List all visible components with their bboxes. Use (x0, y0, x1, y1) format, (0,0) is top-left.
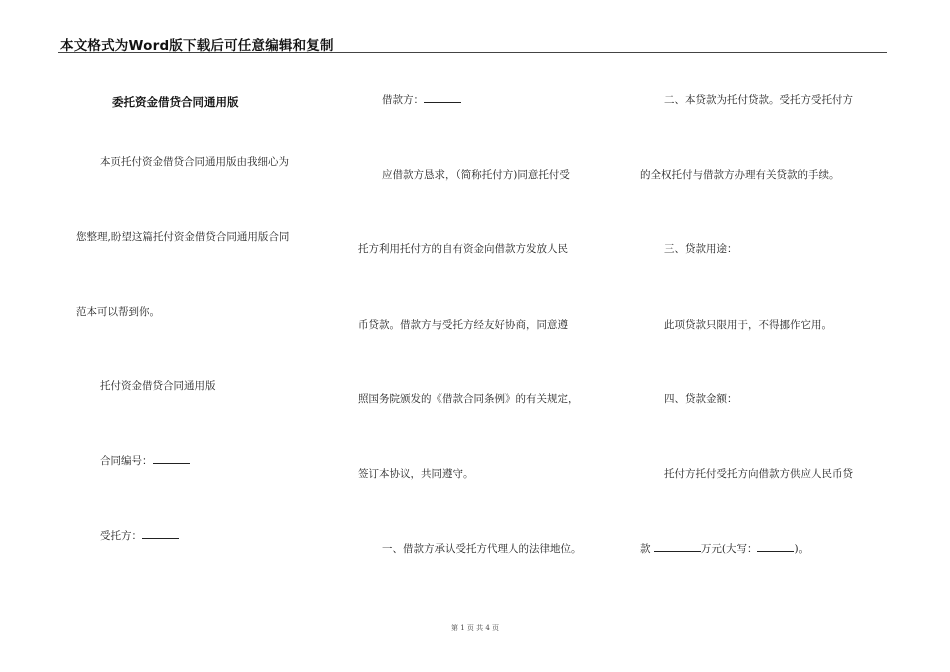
column-right (640, 0, 890, 672)
document-title: 委托资金借贷合同通用版 (112, 95, 239, 109)
contract-subtitle: 托付资金借贷合同通用版 (100, 380, 216, 392)
clause-3-text: 此项贷款只限用于，不得挪作它用。 (664, 319, 832, 331)
clause-1: 一、借款方承认受托方代理人的法律地位。 (382, 543, 582, 555)
clause-4-line-1: 托付方托付受托方向借款方供应人民币贷 (664, 468, 853, 480)
paragraph-line-2: 托方利用托付方的自有资金向借款方发放人民 (358, 243, 568, 255)
clause-3-title: 三、贷款用途： (664, 243, 738, 255)
column-middle (358, 0, 610, 672)
amount-blank (654, 542, 701, 552)
paragraph-line-3: 币贷款。借款方与受托方经友好协商，同意遵 (358, 319, 568, 331)
intro-line-3: 范本可以帮到你。 (76, 306, 160, 318)
clause-2-line-2: 的全权托付与借款方办理有关贷款的手续。 (640, 169, 840, 181)
intro-line-2: 您整理,盼望这篇托付资金借贷合同通用版合同 (76, 231, 290, 243)
paragraph-line-1: 应借款方恳求，（简称托付方)同意托付受 (382, 169, 570, 181)
trustee-blank (142, 529, 179, 539)
intro-line-1: 本页托付资金借贷合同通用版由我细心为 (100, 156, 289, 168)
amount-suffix: )。 (794, 543, 810, 555)
trustee-label: 受托方： (100, 530, 142, 542)
trustee-field (100, 529, 179, 543)
contract-number-blank (153, 454, 190, 464)
borrower-label: 借款方： (382, 94, 424, 106)
borrower-field (382, 93, 461, 107)
document-header-title: 本文格式为Word版下载后可任意编辑和复制 (60, 38, 334, 54)
column-left (76, 0, 326, 672)
paragraph-line-4: 照国务院颁发的《借款合同条例》的有关规定， (358, 393, 579, 405)
borrower-blank (424, 93, 461, 103)
clause-4-title: 四、贷款金额： (664, 393, 738, 405)
page-footer: 第 1 页 共 4 页 (450, 624, 500, 632)
contract-number-field (100, 454, 190, 468)
amount-capital-blank (757, 542, 794, 552)
amount-capital-label: 万元(大写： (700, 543, 758, 555)
amount-prefix: 款 (640, 543, 651, 555)
clause-4-amount-line (640, 542, 809, 556)
paragraph-line-5: 签订本协议，共同遵守。 (358, 468, 474, 480)
contract-number-label: 合同编号： (100, 455, 153, 467)
clause-2-line-1: 二、本贷款为托付贷款。受托方受托付方 (664, 94, 853, 106)
